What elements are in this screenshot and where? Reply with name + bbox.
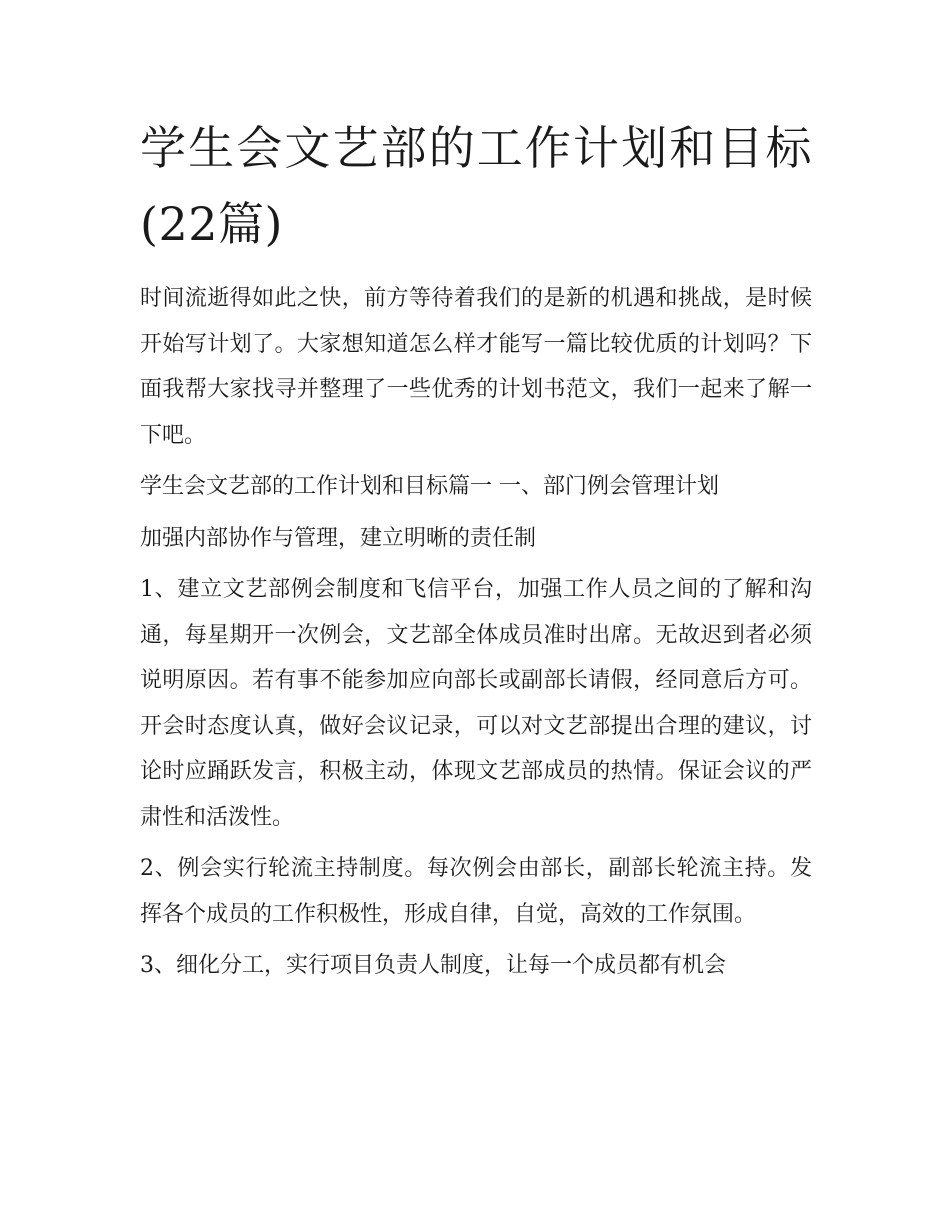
item-1-paragraph: 1、建立文艺部例会制度和飞信平台，加强工作人员之间的了解和沟通，每星期开一次例会，文艺部全体成员准时出席。无故迟到者必须说明原因。若有事不能参加应向部长或副部长请假，经同意后方可。开会时态度认真，做好会议记录，可以对文艺部提出合理的建议，讨论时应踊跃发言，积极主动，体现文艺部成员的热情。保证会议的严肃性和活泼性。 [140,577,812,830]
section-subheading-paragraph: 加强内部协作与管理，建立明晰的责任制 [140,525,537,551]
item-3-paragraph: 3、细化分工，实行项目负责人制度，让每一个成员都有机会 [140,953,726,978]
intro-paragraph: 时间流逝得如此之快，前方等待着我们的是新的机遇和挑战，是时候开始写计划了。大家想知道怎么样才能写一篇比较优质的计划吗？下面我帮大家找寻并整理了一些优秀的计划书范文，我们一起来了解一下吧。 [140,286,812,448]
document-title: 学生会文艺部的工作计划和目标(22篇) [140,121,812,251]
section-heading-paragraph: 学生会文艺部的工作计划和目标篇一 一、部门例会管理计划 [140,474,719,499]
item-2-paragraph: 2、例会实行轮流主持制度。每次例会由部长，副部长轮流主持。发挥各个成员的工作积极性，形成自律，自觉，高效的工作氛围。 [140,856,812,927]
document-page [140,110,812,995]
